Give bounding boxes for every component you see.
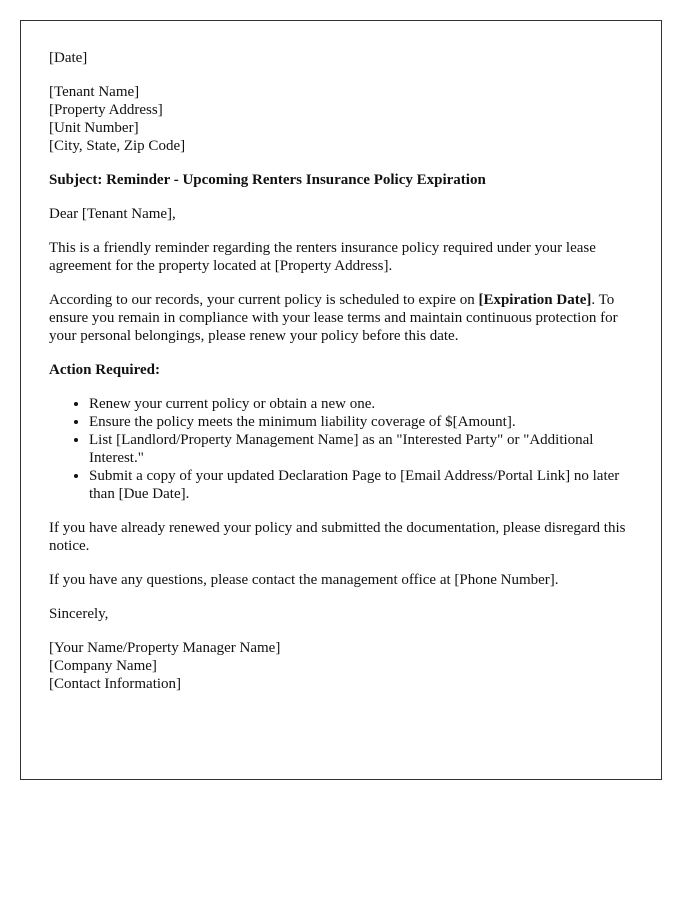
expiration-date: [Expiration Date] bbox=[478, 292, 592, 308]
recipient-address-block bbox=[49, 83, 639, 155]
action-item: • Submit a copy of your updated Declaration Page to [Email Address/Portal Link] no later than [Due Date]. bbox=[89, 467, 639, 503]
recipient-property-address: [Property Address] bbox=[49, 102, 163, 118]
action-item: • List [Landlord/Property Management Name] as an "Interested Party" or "Additional Interest." bbox=[89, 431, 639, 467]
signature-name: [Your Name/Property Manager Name] bbox=[49, 640, 281, 656]
letter-date: [Date] bbox=[49, 50, 88, 66]
paragraph-expiration bbox=[49, 291, 639, 345]
letter-page bbox=[20, 20, 662, 780]
action-item: • Renew your current policy or obtain a new one. bbox=[89, 395, 639, 413]
paragraph-contact: If you have any questions, please contact the management office at [Phone Number]. bbox=[49, 572, 559, 588]
recipient-city-state-zip: [City, State, Zip Code] bbox=[49, 138, 186, 154]
action-required-heading: Action Required: bbox=[49, 362, 160, 378]
closing: Sincerely, bbox=[49, 606, 109, 622]
action-items-list bbox=[49, 395, 639, 503]
letter-content bbox=[49, 49, 639, 693]
subject-line: Subject: Reminder - Upcoming Renters Insurance Policy Expiration bbox=[49, 172, 486, 188]
paragraph-intro: This is a friendly reminder regarding the renters insurance policy required under your lease agreement for the property located at [Property Address]. bbox=[49, 240, 596, 274]
recipient-unit: [Unit Number] bbox=[49, 120, 139, 136]
signature-company: [Company Name] bbox=[49, 658, 157, 674]
signature-contact: [Contact Information] bbox=[49, 676, 182, 692]
expiration-text-before: According to our records, your current policy is scheduled to expire on bbox=[49, 292, 479, 308]
salutation: Dear [Tenant Name], bbox=[49, 206, 176, 222]
signature-block bbox=[49, 639, 639, 693]
action-item: • Ensure the policy meets the minimum liability coverage of $[Amount]. bbox=[89, 413, 639, 431]
paragraph-disregard: If you have already renewed your policy and submitted the documentation, please disregard this notice. bbox=[49, 520, 626, 554]
expiration-text-after: . To ensure you remain in compliance with your lease terms and maintain continuous protection for your personal belongings, please renew your policy before this date. bbox=[49, 292, 618, 344]
recipient-name: [Tenant Name] bbox=[49, 84, 140, 100]
